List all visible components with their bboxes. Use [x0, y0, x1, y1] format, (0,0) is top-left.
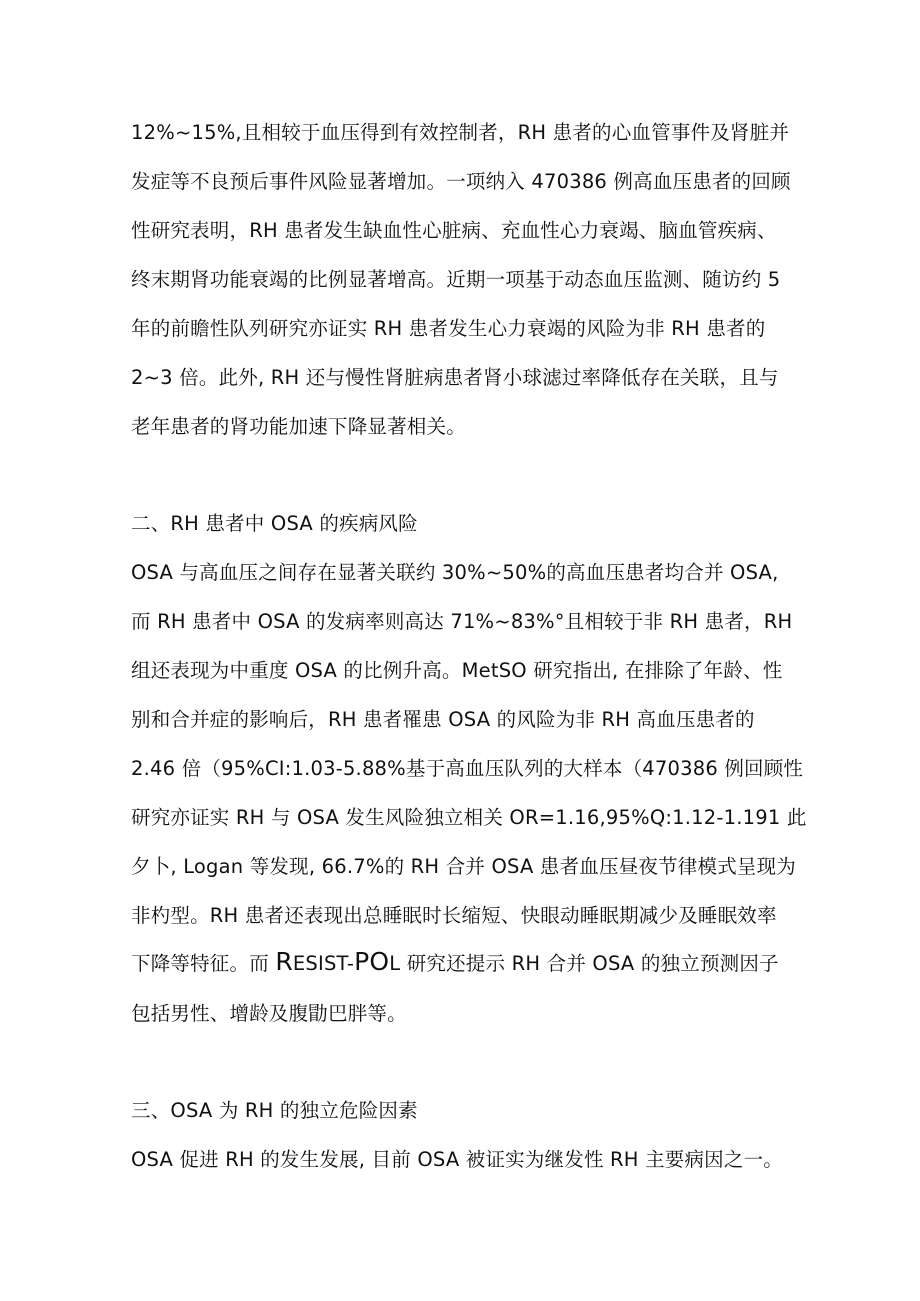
text-line: 研究亦证实 RH 与 OSA 发生风险独立相关 OR=1.16,95%Q:1.12-1.191 此: [131, 806, 807, 829]
text-line: 终末期肾功能衰竭的比例显著增高。近期一项基于动态血压监测、随访约 5: [131, 268, 781, 291]
text-fragment: ESIST-: [292, 952, 355, 975]
text-fragment: 下降等特征。而: [131, 952, 276, 975]
text-line: 夕卜, Logan 等发现, 66.7%的 RH 合并 OSA 患者血压昼夜节律模式呈现为: [131, 855, 797, 878]
text-line: 组还表现为中重度 OSA 的比例升高。MetSO 研究指出, 在排除了年龄、性: [131, 659, 783, 682]
text-line: 年的前瞻性队列研究亦证实 RH 患者发生心力衰竭的风险为非 RH 患者的: [131, 317, 766, 340]
text-line: 别和合并症的影响后，RH 患者罹患 OSA 的风险为非 RH 高血压患者的: [131, 708, 755, 731]
text-line: OSA 与高血压之间存在显著关联约 30%~50%的高血压患者均合并 OSA,: [131, 561, 779, 584]
text-line: 2~3 倍。此外, RH 还与慢性肾脏病患者肾小球滤过率降低存在关联，且与: [131, 366, 779, 389]
text-line-resist-pol: [131, 947, 779, 976]
text-line: 2.46 倍（95%CI:1.03-5.88%基于高血压队列的大样本（470386 例回顾性: [131, 757, 804, 780]
text-line: 老年患者的肾功能加速下降显著相关。: [131, 415, 466, 438]
text-fragment: 研究还提示 RH 合并 OSA 的独立预测因子: [400, 952, 779, 975]
text-fragment-large: R: [275, 947, 293, 976]
text-fragment: L: [389, 952, 401, 975]
text-line: OSA 促进 RH 的发生发展, 目前 OSA 被证实为继发性 RH 主要病因之一。: [131, 1148, 783, 1171]
text-line: 发症等不良预后事件风险显著增加。一项纳入 470386 例高血压患者的回顾: [131, 170, 791, 193]
text-line: 包括男性、增龄及腹勖巴胖等。: [131, 1002, 407, 1025]
text-line: 非杓型。RH 患者还表现出总睡眠时长缩短、快眼动睡眠期减少及睡眠效率: [131, 904, 777, 927]
text-line: 而 RH 患者中 OSA 的发病率则高达 71%~83%°且相较于非 RH 患者，RH: [131, 610, 793, 633]
text-line: 性研究表明，RH 患者发生缺血性心脏病、充血性心力衰竭、脑血管疾病、: [131, 219, 777, 242]
text-line: 12%~15%,且相较于血压得到有效控制者，RH 患者的心血管事件及肾脏并: [131, 121, 790, 144]
section-heading-osa-risk: 二、RH 患者中 OSA 的疾病风险: [131, 512, 418, 535]
text-fragment-large: PO: [354, 947, 390, 976]
section-heading-independent-risk: 三、OSA 为 RH 的独立危险因素: [131, 1099, 418, 1122]
